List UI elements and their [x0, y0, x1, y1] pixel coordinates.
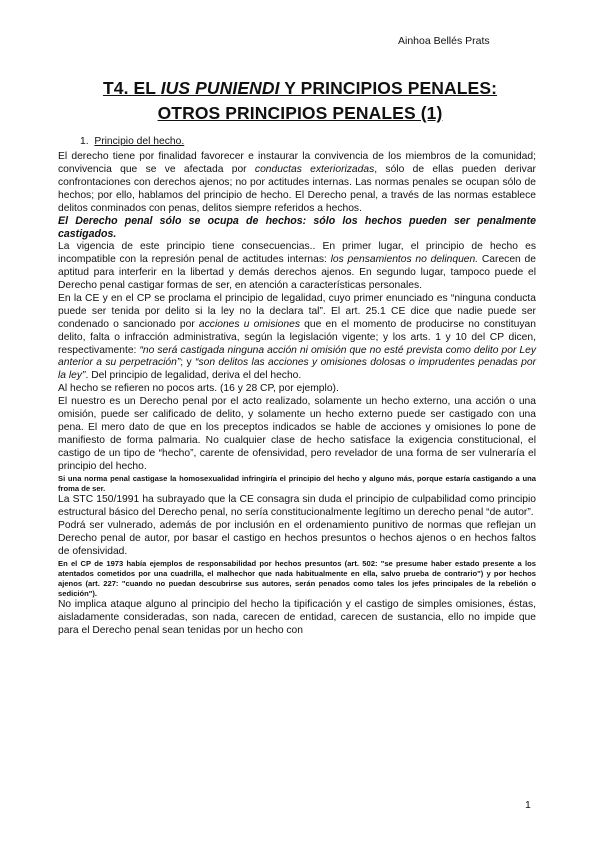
quote-art-10: “son delitos las acciones y omisiones dolosas o imprudentes penadas por la ley” — [58, 357, 536, 382]
text-run: que en el momento de producirse no constituyan delito, falta o infracción administrativa, según la legislación vigente; y los arts. 1 y 10 del CP dicen, respectivamente: — [58, 318, 536, 356]
paragraph-8: No implica ataque alguno al principio del hecho la tipificación y el castigo de simples omisiones, éstas, aisladamente consideradas, son nada, carecen de entidad, carecen de sustancia, ello no impide que para el Derecho penal sean tenidas por un hecho con — [58, 599, 536, 637]
page-number: 1 — [525, 799, 531, 811]
document-title — [60, 78, 540, 99]
text-run: ; y — [180, 357, 196, 369]
paragraph-7: Podrá ser vulnerado, además de por inclusión en el ordenamiento punitivo de normas que reflejan un Derecho penal de autor, por basar el castigo en hechos presuntos o hechos ajenos o en hechos faltos de ofensividad. — [58, 519, 536, 557]
title-latin-term: IUS PUNIENDI — [160, 78, 280, 98]
section-number: 1. — [80, 136, 89, 147]
text-run: En la CE y en el CP se proclama el principio de legalidad, cuyo primer enunciado es “ninguna conducta puede ser tenida por delito si la ley no la declara tal”. El art. 25.1 CE dice que nadie puede ser condenado o sancionado por — [58, 292, 536, 330]
note-text: Si una norma penal castigase la homosexualidad infringiría el principio del hecho y alguno más, porque estaría castigando a una froma de ser. — [58, 473, 536, 493]
emphasis: los pensamientos no delinquen. — [330, 254, 479, 266]
author-name: Ainhoa Bellés Prats — [398, 35, 490, 47]
paragraph-2 — [58, 241, 536, 293]
emphasis: acciones u omisiones — [198, 318, 300, 330]
paragraph-4: Al hecho se refieren no pocos arts. (16 y 28 CP, por ejemplo). — [58, 383, 339, 395]
document-subtitle: OTROS PRINCIPIOS PENALES (1) — [157, 103, 443, 123]
document-body — [58, 136, 536, 638]
thesis-statement: El Derecho penal sólo se ocupa de hechos: sólo los hechos pueden ser penalmente castigados. — [58, 215, 536, 241]
text-run: La vigencia de este principio tiene consecuencias.. En primer lugar, el principio de hecho es incompatible con la represión penal de actitudes internas: — [58, 241, 536, 266]
paragraph-1 — [58, 151, 536, 216]
text-run: . Del principio de legalidad, deriva el del hecho. — [85, 370, 302, 382]
text-run: Carecen de aptitud para interferir en la libertad y demás derechos ajenos. En segundo lugar, tampoco puede el Derecho penal castigar formas de ser, en atención a características personales. — [58, 254, 536, 291]
title-suffix: Y PRINCIPIOS PENALES: — [279, 78, 498, 98]
section-title: Principio del hecho. — [94, 136, 185, 147]
paragraph-3 — [58, 293, 536, 383]
text-run: El derecho tiene por finalidad favorecer e instaurar la convivencia de los miembros de la comunidad; convivencia que se ve afectada por — [58, 150, 536, 175]
section-heading — [80, 136, 536, 149]
note-text: En el CP de 1973 había ejemplos de responsabilidad por hechos presuntos (art. 502: "se presume haber estado presente a los atentados cometidos por una cuadrilla, el malhechor que nada habitualmente en ella, salvo prueba de contrario") y por hechos ajenos (art. 227: "cuando no puedan descubrirse sus autores, serán penados como tales los jefes principales de la rebelión o sedición"). — [58, 558, 536, 599]
note-2 — [58, 559, 536, 600]
paragraph-5: El nuestro es un Derecho penal por el acto realizado, solamente un hecho externo, una acción o una omisión, puede ser calificado de delito, y solamente un hecho externo puede ser castigado con una pena. El mero dato de que en los preceptos indicados se hable de acciones y omisiones lo pone de manifiesto de forma palmaria. No cualquier clase de hecho satisface la exigencia constitucional, el castigo de un tipo de “hecho”, carente de ofensividad, pero revelador de una forma de ser vulneraría el principio del hecho. — [58, 396, 536, 472]
note-1 — [58, 474, 536, 494]
paragraph-6: La STC 150/1991 ha subrayado que la CE consagra sin duda el principio de culpabilidad como principio estructural básico del Derecho penal, no sería constitucionalmente legítimo un derecho penal “de autor”. — [58, 493, 536, 518]
text-run: , sólo de ellas pueden derivar confrontaciones con derechos ajenos; no por actitudes internas. Las normas penales se ocupan sólo de hechos; por ello, hablamos del principio de hecho. El Derecho penal, a través de las normas establece delitos conminados con penas, delitos siempre referidos a hechos. — [58, 163, 536, 214]
emphasis: conductas exteriorizadas — [254, 163, 375, 175]
title-prefix: T4. EL — [102, 78, 161, 98]
quote-art-1: “no será castigada ninguna acción ni omisión que no esté prevista como delito por Ley anterior a su perpetración” — [58, 344, 536, 369]
